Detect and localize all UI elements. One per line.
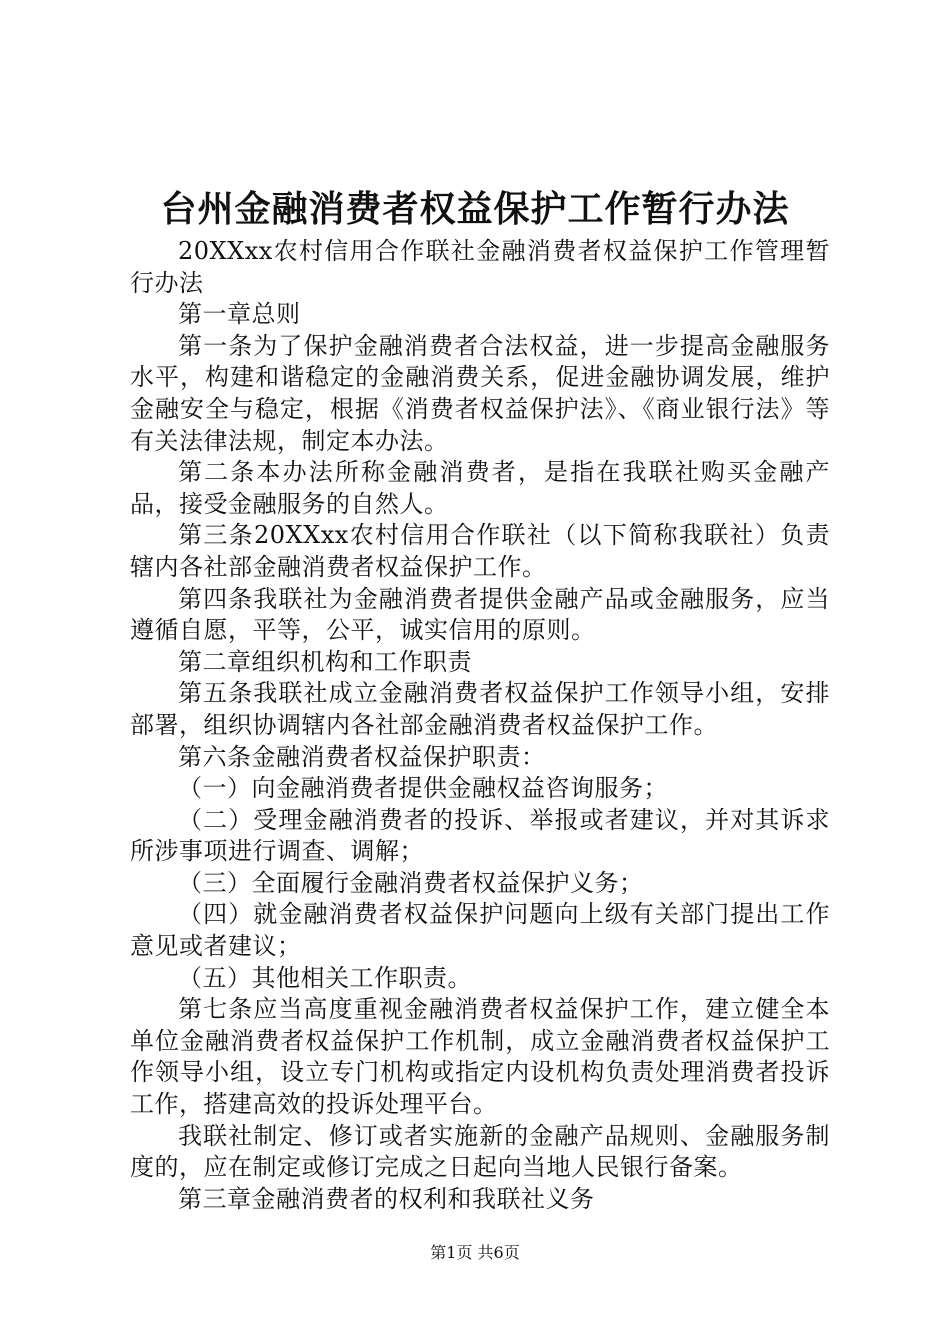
document-body [130,236,830,1215]
chapter-heading: 第二章组织机构和工作职责 [178,647,472,676]
chapter-heading: 第三章金融消费者的权利和我联社义务 [178,1184,595,1213]
article-paragraph: 第三条20XXxx农村信用合作联社（以下简称我联社）负责辖内各社部金融消费者权益保护工作。 [130,521,830,581]
document-title: 台州金融消费者权益保护工作暂行办法 [160,188,790,230]
paragraph-subtitle: 20XXxx农村信用合作联社金融消费者权益保护工作管理暂行办法 [130,237,830,297]
article-paragraph: 第五条我联社成立金融消费者权益保护工作领导小组，安排部署，组织协调辖内各社部金融消费者权益保护工作。 [130,679,830,739]
article-paragraph: 第二条本办法所称金融消费者，是指在我联社购买金融产品，接受金融服务的自然人。 [130,458,830,518]
list-item: （一）向金融消费者提供金融权益咨询服务； [178,774,668,803]
page-footer: 第1页 共6页 [430,1243,520,1262]
article-paragraph: 第七条应当高度重视金融消费者权益保护工作，建立健全本单位金融消费者权益保护工作机制，成立金融消费者权益保护工作领导小组，设立专门机构或指定内设机构负责处理消费者投诉工作，搭建高效的投诉处理平台。 [130,995,830,1119]
list-item: （五）其他相关工作职责。 [178,963,472,992]
list-item: （四）就金融消费者权益保护问题向上级有关部门提出工作意见或者建议； [130,900,830,961]
chapter-heading: 第一章总则 [178,300,301,329]
article-paragraph: 第一条为了保护金融消费者合法权益，进一步提高金融服务水平，构建和谐稳定的金融消费关系，促进金融协调发展，维护金融安全与稳定，根据《消费者权益保护法》、《商业银行法》等有关法律法规，制定本办法。 [130,331,830,455]
article-paragraph: 我联社制定、修订或者实施新的金融产品规则、金融服务制度的，应在制定或修订完成之日起向当地人民银行备案。 [130,1121,830,1182]
article-paragraph: 第四条我联社为金融消费者提供金融产品或金融服务，应当遵循自愿，平等，公平，诚实信用的原则。 [130,584,830,645]
list-item: （二）受理金融消费者的投诉、举报或者建议，并对其诉求所涉事项进行调查、调解； [130,805,830,866]
article-paragraph: 第六条金融消费者权益保护职责： [178,742,546,771]
list-item: （三）全面履行金融消费者权益保护义务； [178,868,644,897]
